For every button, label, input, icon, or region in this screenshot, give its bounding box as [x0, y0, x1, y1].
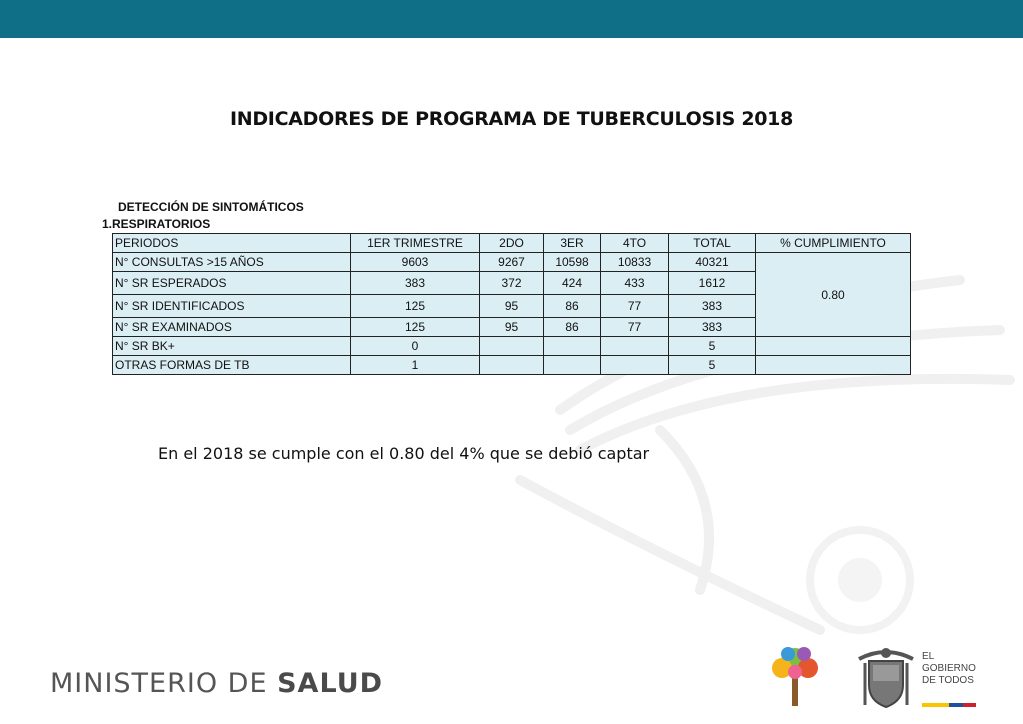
cumplimiento-cell: 0.80	[756, 253, 911, 337]
row-label: N° SR BK+	[113, 337, 351, 356]
ministry-logo	[50, 668, 383, 699]
conclusion-note: En el 2018 se cumple con el 0.80 del 4% que se debió captar	[158, 444, 650, 463]
row-label: N° SR EXAMINADOS	[113, 318, 351, 337]
table-cell: 86	[544, 295, 601, 318]
national-coat-of-arms-icon	[855, 645, 917, 711]
table-cell: 77	[601, 318, 669, 337]
table-cell: 383	[351, 272, 480, 295]
table-cell	[601, 356, 669, 375]
table-cell: 10833	[601, 253, 669, 272]
ministry-prefix: MINISTERIO DE	[50, 668, 278, 699]
row-label: OTRAS FORMAS DE TB	[113, 356, 351, 375]
table-cell: 424	[544, 272, 601, 295]
table-cell: 95	[480, 295, 544, 318]
header-cell: 4TO	[601, 234, 669, 253]
table-cell: 125	[351, 295, 480, 318]
table-cell	[601, 337, 669, 356]
table-cell: 9603	[351, 253, 480, 272]
table-cell: 86	[544, 318, 601, 337]
section-heading: DETECCIÓN DE SINTOMÁTICOS	[118, 200, 304, 214]
header-cell: 2DO	[480, 234, 544, 253]
gov-line: DE TODOS	[922, 675, 974, 686]
gov-line: GOBIERNO	[922, 663, 976, 674]
page-title: INDICADORES DE PROGRAMA DE TUBERCULOSIS 2018	[229, 108, 794, 130]
table-cell: 95	[480, 318, 544, 337]
header-cell: % CUMPLIMIENTO	[756, 234, 911, 253]
indicators-table	[112, 233, 911, 375]
toda-una-vida-logo	[760, 642, 830, 712]
row-label: N° SR ESPERADOS	[113, 272, 351, 295]
top-bar	[0, 0, 1023, 38]
header-cell: 3ER	[544, 234, 601, 253]
table-cell: 372	[480, 272, 544, 295]
table-cell: 77	[601, 295, 669, 318]
table-cell: 125	[351, 318, 480, 337]
table-cell: 5	[669, 337, 756, 356]
table-cell: 383	[669, 295, 756, 318]
table-cell	[756, 337, 911, 356]
ministry-bold: SALUD	[277, 668, 384, 699]
table-cell	[544, 337, 601, 356]
flag-stripe-icon	[922, 703, 976, 707]
table-cell: 433	[601, 272, 669, 295]
row-label: N° SR IDENTIFICADOS	[113, 295, 351, 318]
table-cell	[480, 356, 544, 375]
table-cell: 1612	[669, 272, 756, 295]
table-cell: 10598	[544, 253, 601, 272]
table-cell: 383	[669, 318, 756, 337]
table-row	[113, 356, 911, 375]
table-header-row	[113, 234, 911, 253]
gobierno-logo	[922, 651, 976, 687]
section-subheading: 1.RESPIRATORIOS	[102, 217, 211, 231]
header-cell: PERIODOS	[113, 234, 351, 253]
table-cell	[756, 356, 911, 375]
table-cell	[480, 337, 544, 356]
table-cell: 40321	[669, 253, 756, 272]
table-cell: 0	[351, 337, 480, 356]
table-cell	[544, 356, 601, 375]
header-cell: 1ER TRIMESTRE	[351, 234, 480, 253]
table-row	[113, 337, 911, 356]
row-label: N° CONSULTAS >15 AÑOS	[113, 253, 351, 272]
table-row	[113, 253, 911, 272]
table-cell: 1	[351, 356, 480, 375]
table-cell: 9267	[480, 253, 544, 272]
gov-line: EL	[922, 651, 935, 662]
header-cell: TOTAL	[669, 234, 756, 253]
table-cell: 5	[669, 356, 756, 375]
